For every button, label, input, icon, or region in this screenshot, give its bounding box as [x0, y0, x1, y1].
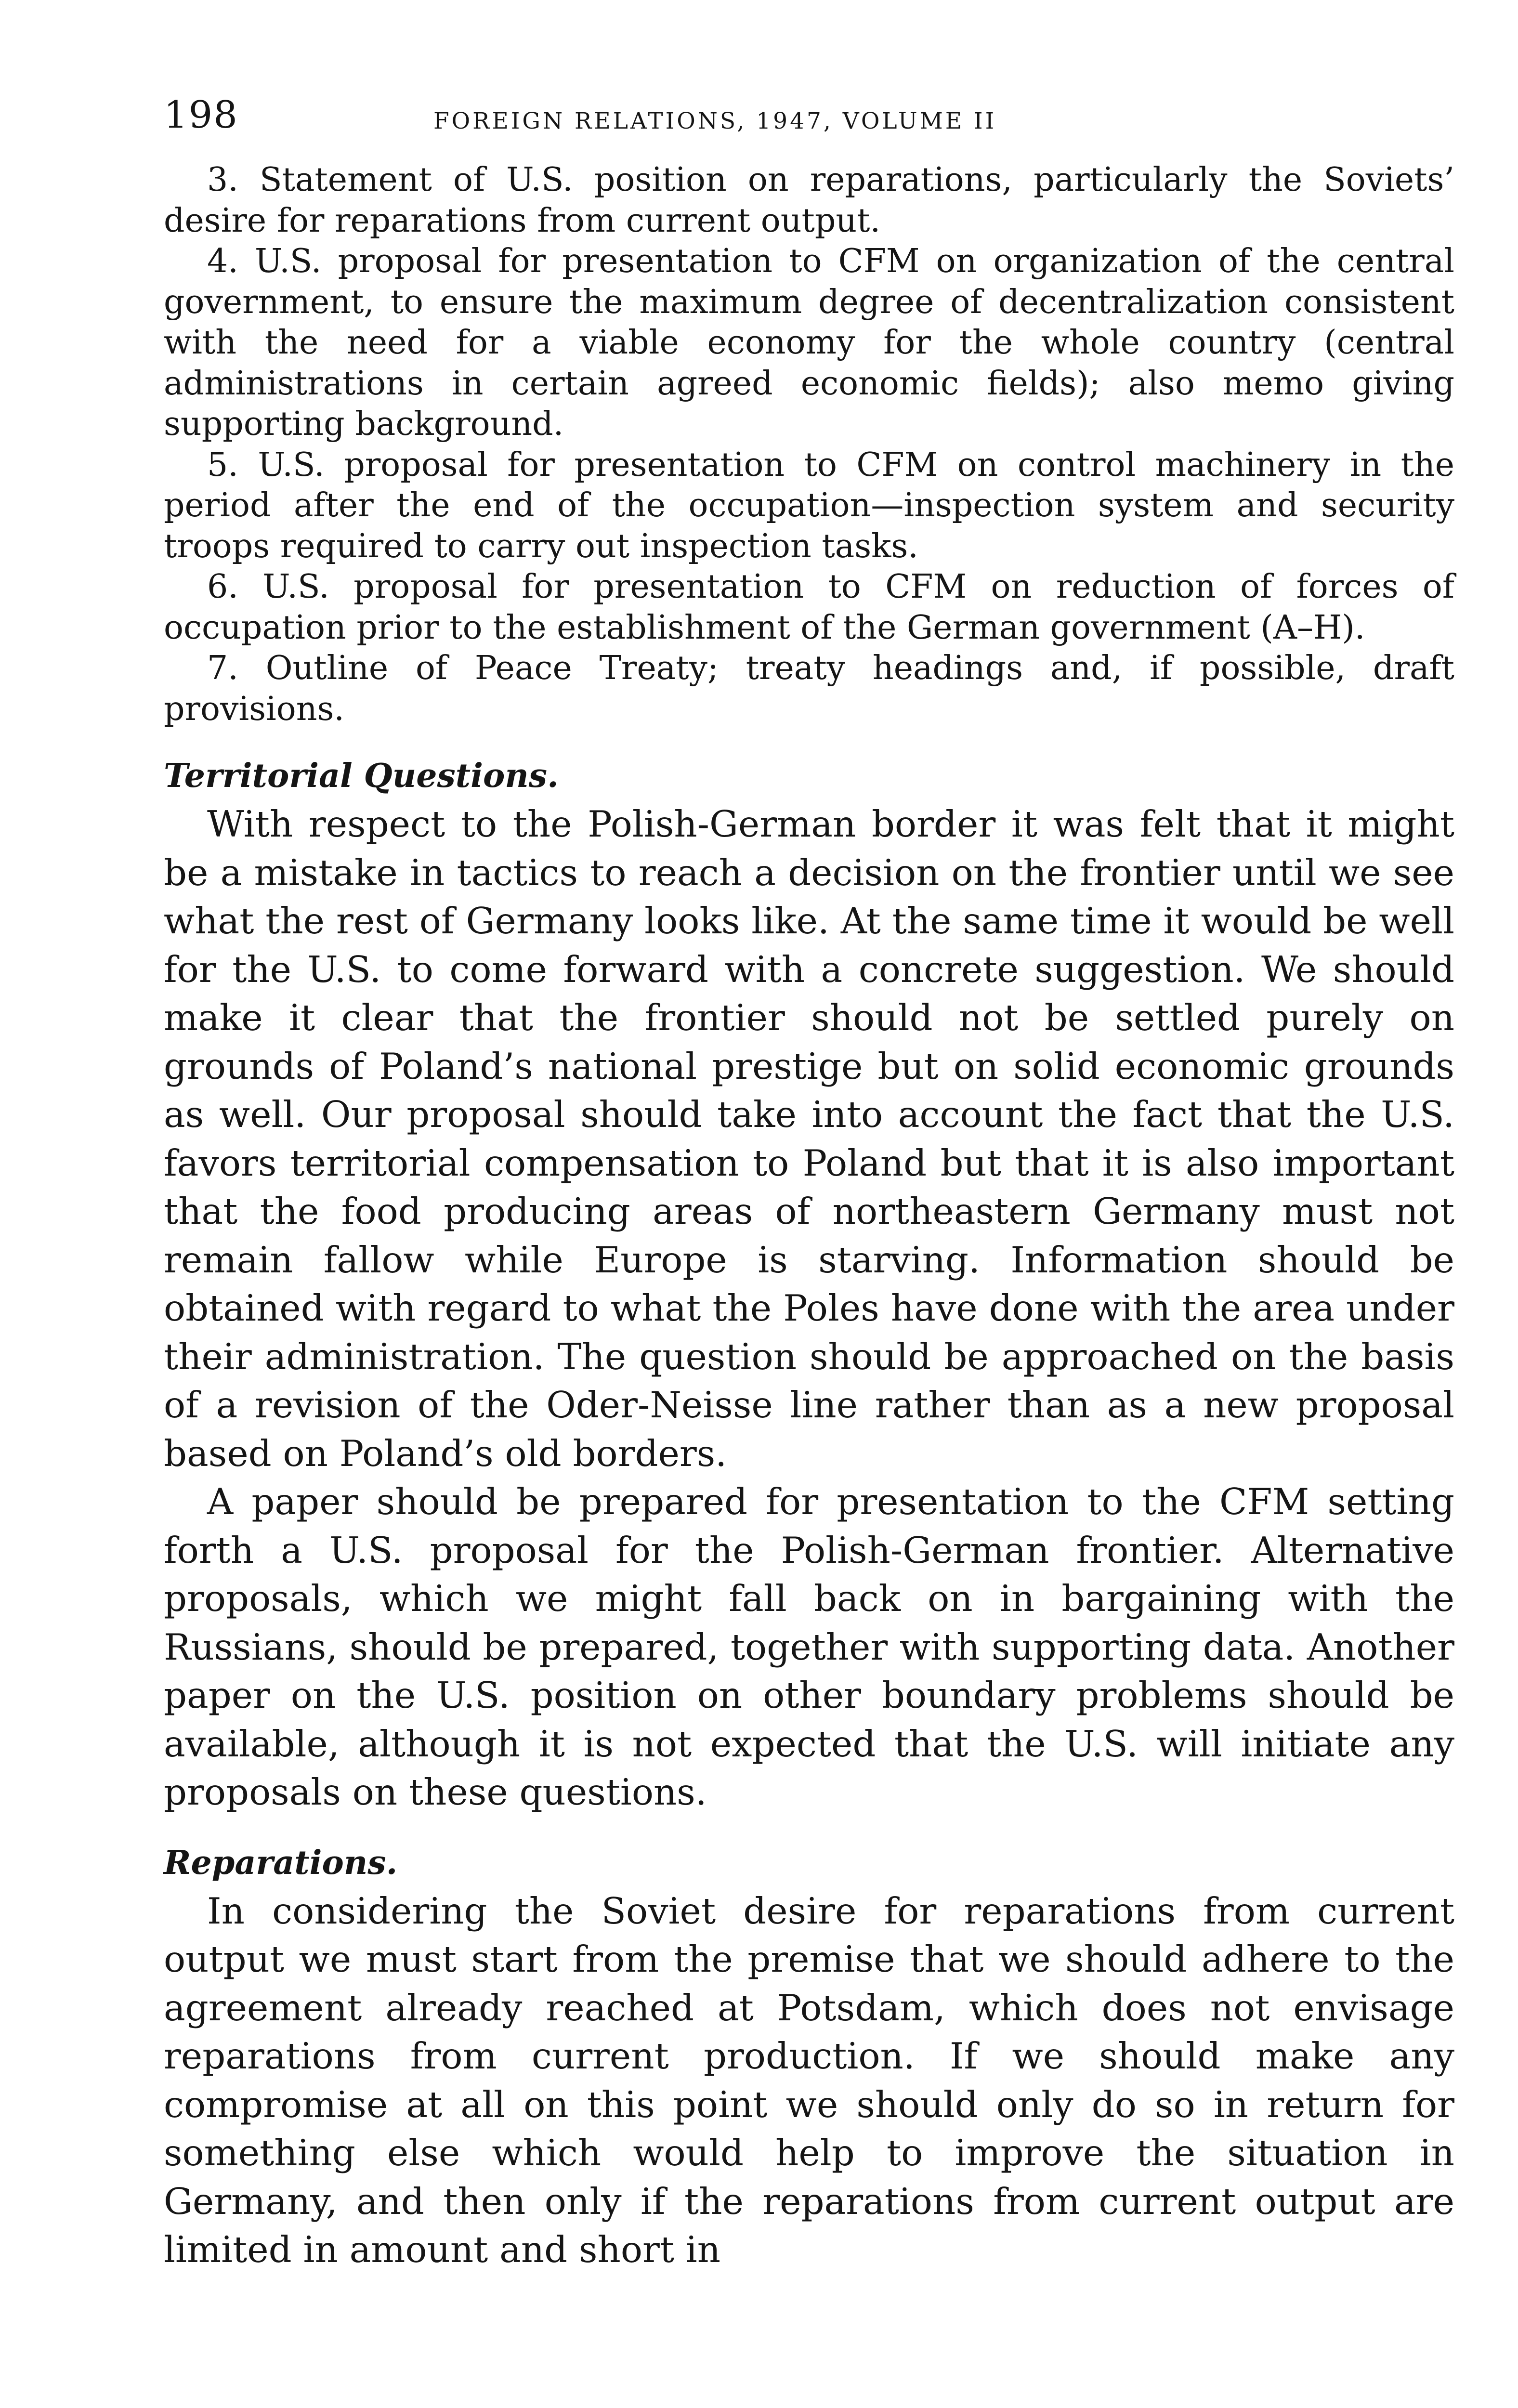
territorial-questions-section — [164, 752, 1454, 1817]
running-head: FOREIGN RELATIONS, 1947, VOLUME II — [433, 108, 997, 134]
document-page — [164, 92, 1454, 2274]
body-paragraph: A paper should be prepared for presentation to the CFM setting forth a U.S. proposal for the Polish-German frontier. Alternative proposals, which we might fall back on in bargaining with the Russians, should be prepared, together with supporting data. Another paper on the U.S. position on other boundary problems should be available, although it is not expected that the U.S. will initiate any proposals on these questions. — [164, 1480, 1454, 1813]
list-item-6: 6. U.S. proposal for presentation to CFM on reduction of forces of occupation prior to the establishment of the German government (A–H). — [164, 568, 1454, 647]
section-heading: Reparations. — [164, 1843, 398, 1882]
section-heading: Territorial Questions. — [164, 757, 559, 795]
page-number: 198 — [164, 93, 238, 137]
body-paragraph: In considering the Soviet desire for reparations from current output we must start from the premise that we should adhere to the agreement already reached at Potsdam, which does not envisage reparations from current production. If we should make any compromise at all on this point we should only do so in return for something else which would help to improve the situation in Germany, and then only if the reparations from current output are limited in amount and short in — [164, 1889, 1454, 2271]
numbered-list — [164, 160, 1454, 730]
body-paragraph: With respect to the Polish-German border it was felt that it might be a mistake in tactics to reach a decision on the frontier until we see what the rest of Germany looks like. At the same time it would be well for the U.S. to come forward with a concrete suggestion. We should make it clear that the frontier should not be settled purely on grounds of Poland’s national prestige but on solid economic grounds as well. Our proposal should take into account the fact that the U.S. favors territorial compensation to Poland but that it is also important that the food producing areas of northeastern Germany must not remain fallow while Europe is starving. Information should be obtained with regard to what the Poles have done with the area under their administration. The question should be approached on the basis of a revision of the Oder-Neisse line rather than as a new proposal based on Poland’s old borders. — [164, 803, 1454, 1475]
page-header — [164, 92, 1454, 149]
list-item-7: 7. Outline of Peace Treaty; treaty headings and, if possible, draft provisions. — [164, 649, 1454, 728]
list-item-3: 3. Statement of U.S. position on reparations, particularly the Soviets’ desire for reparations from current output. — [164, 161, 1454, 240]
list-item-4: 4. U.S. proposal for presentation to CFM on organization of the central government, to ensure the maximum degree of decentralization consistent with the need for a viable economy for the whole country (central administrations in certain agreed economic fields); also memo giving supporting background. — [164, 242, 1454, 443]
reparations-section — [164, 1839, 1454, 2274]
list-item-5: 5. U.S. proposal for presentation to CFM on control machinery in the period after the end of the occupation—inspection system and security troops required to carry out inspection tasks. — [164, 445, 1454, 565]
